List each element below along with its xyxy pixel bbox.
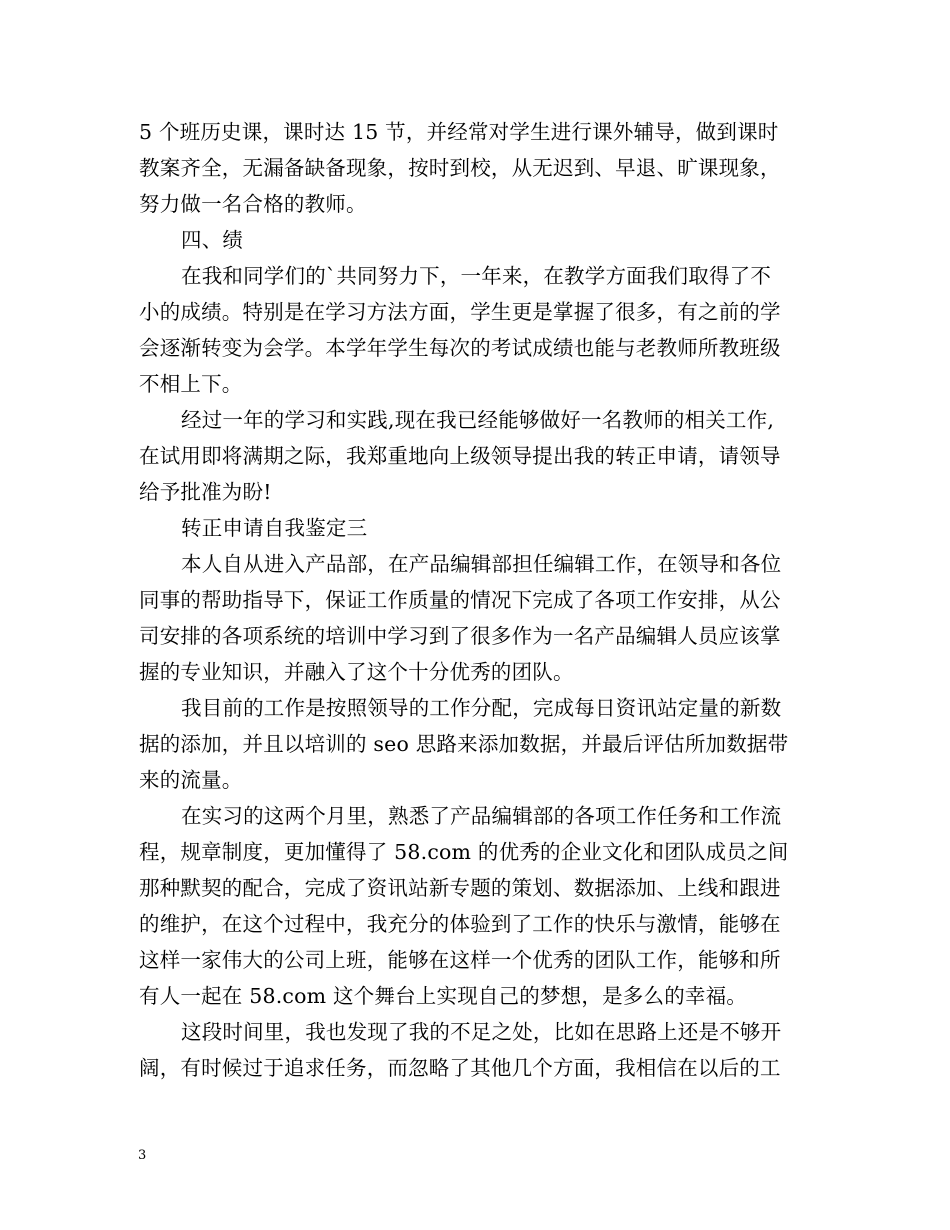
text-line: 同事的帮助指导下，保证工作质量的情况下完成了各项工作安排，从公	[139, 588, 781, 612]
page-number: 3	[138, 1148, 147, 1163]
text-line: 我目前的工作是按照领导的工作分配，完成每日资讯站定量的新数	[181, 696, 782, 720]
text-line: 在实习的这两个月里，熟悉了产品编辑部的各项工作任务和工作流	[181, 804, 782, 828]
text-line: 程，规章制度，更加懂得了 58.com 的优秀的企业文化和团队成员之间	[139, 840, 789, 864]
text-line: 在我和同学们的`共同努力下，一年来，在教学方面我们取得了不	[181, 264, 772, 288]
text-line: 有人一起在 58.com 这个舞台上实现自己的梦想，是多么的幸福。	[139, 984, 747, 1008]
text-line: 四、绩	[181, 228, 244, 252]
text-line: 不相上下。	[139, 372, 243, 396]
text-line: 在试用即将满期之际，我郑重地向上级领导提出我的转正申请，请领导	[139, 444, 781, 468]
text-line: 阔，有时候过于追求任务，而忽略了其他几个方面，我相信在以后的工	[139, 1056, 781, 1080]
text-line: 那种默契的配合，完成了资讯站新专题的策划、数据添加、上线和跟进	[139, 876, 781, 900]
body-text	[139, 114, 819, 1086]
text-line: 这样一家伟大的公司上班，能够在这样一个优秀的团队工作，能够和所	[139, 948, 781, 972]
text-line: 经过一年的学习和实践,现在我已经能够做好一名教师的相关工作,	[181, 408, 775, 432]
text-line: 会逐渐转变为会学。本学年学生每次的考试成绩也能与老教师所教班级	[139, 336, 781, 360]
text-line: 的维护，在这个过程中，我充分的体验到了工作的快乐与激情，能够在	[139, 912, 781, 936]
text-line: 5 个班历史课，课时达 15 节，并经常对学生进行课外辅导，做到课时	[139, 120, 779, 144]
text-line: 小的成绩。特别是在学习方法方面，学生更是掌握了很多，有之前的学	[139, 300, 781, 324]
text-line: 本人自从进入产品部，在产品编辑部担任编辑工作，在领导和各位	[181, 552, 782, 576]
text-line: 据的添加，并且以培训的 seo 思路来添加数据，并最后评估所加数据带	[139, 732, 789, 756]
text-line: 握的专业知识，并融入了这个十分优秀的团队。	[139, 660, 574, 684]
text-line: 教案齐全，无漏备缺备现象，按时到校，从无迟到、早退、旷课现象，	[139, 156, 781, 180]
text-line: 这段时间里，我也发现了我的不足之处，比如在思路上还是不够开	[181, 1020, 782, 1044]
text-line: 司安排的各项系统的培训中学习到了很多作为一名产品编辑人员应该掌	[139, 624, 781, 648]
text-line: 努力做一名合格的教师。	[139, 192, 367, 216]
text-line: 转正申请自我鉴定三	[181, 516, 368, 540]
text-line: 来的流量。	[139, 768, 243, 792]
text-line: 给予批准为盼!	[139, 480, 272, 504]
